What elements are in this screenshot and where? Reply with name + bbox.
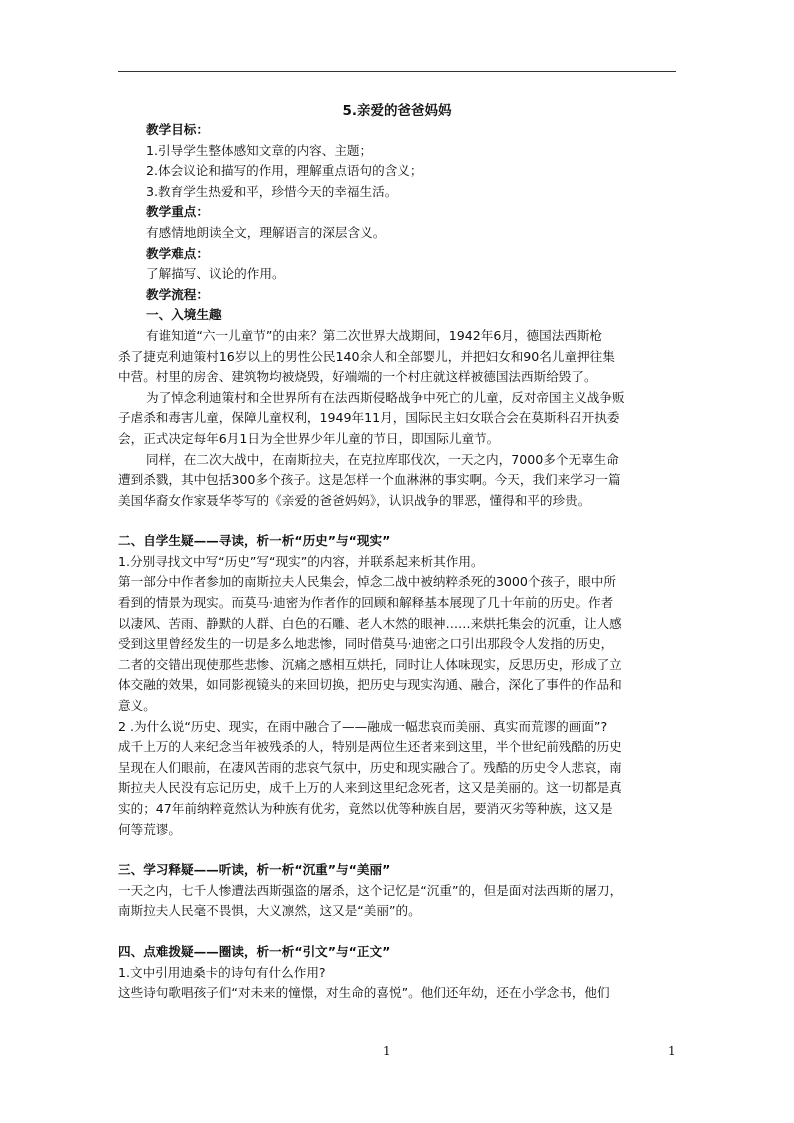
- section-heading: 一、入境生趣: [146, 307, 222, 323]
- section-heading: 教学重点：: [146, 204, 209, 220]
- blank-line: [118, 922, 676, 942]
- text-line: 同样，在二次大战中，在南斯拉夫，在克拉库耶伐次，一天之内，7000多个无辜生命: [146, 451, 619, 467]
- text-line: 看到的情景为现实。而莫马·迪密为作者作的回顾和解释基本展现了几十年前的历史。作者: [118, 595, 614, 611]
- text-line: 一天之内，七千人惨遭法西斯强盗的屠杀，这个记忆是“沉重”的，但是面对法西斯的屠刀，: [118, 882, 623, 898]
- text-line: 美国华裔女作家聂华苓写的《亲爱的爸爸妈妈》，认识战争的罪恶，懂得和平的珍贵。: [118, 492, 591, 508]
- text-line: 遭到杀戮，其中包括300多个孩子。这是怎样一个血淋淋的事实啊。今天，我们来学习一篇: [118, 472, 621, 488]
- text-line: 二者的交错出现使那些悲惨、沉痛之感相互烘托，同时让人体味现实，反思历史，形成了立: [118, 656, 622, 672]
- text-line: 中营。村里的房舍、建筑物均被烧毁，好端端的一个村庄就这样被德国法西斯给毁了。: [118, 369, 597, 385]
- text-line: 有谁知道“六一儿童节”的由来？第二次世界大战期间，1942年6月，德国法西斯枪: [146, 327, 603, 343]
- text-line: 有感情地朗读全文，理解语言的深层含义。: [146, 224, 386, 240]
- text-line: 2 .为什么说“历史、现实，在雨中融合了——融成一幅悲哀而美丽、真实而荒谬的画面”?: [118, 718, 608, 734]
- text-line: 会，正式决定每年6月1日为全世界少年儿童的节日，即国际儿童节。: [118, 430, 500, 446]
- page-number-center: 1: [383, 1044, 391, 1058]
- text-line: 受到这里曾经发生的一切是多么地悲惨，同时借莫马·迪密之口引出那段令人发指的历史，: [118, 636, 614, 652]
- text-line: 2.体会议论和描写的作用，理解重点语句的含义；: [146, 163, 423, 179]
- document-body: [118, 120, 676, 1004]
- section-heading: 教学流程：: [146, 286, 209, 302]
- text-line: 成千上万的人来纪念当年被残杀的人，特别是两位生还者来到这里，半个世纪前残酷的历史: [118, 739, 622, 755]
- blank-line: [118, 840, 676, 860]
- section-heading: 四、点难拨疑——圈读，析一析“引文”与“正文”: [118, 943, 391, 959]
- text-line: 了解描写、议论的作用。: [146, 266, 285, 282]
- text-line: 1.引导学生整体感知文章的内容、主题；: [146, 142, 373, 158]
- text-line: 斯拉夫人民没有忘记历史，成千上万的人来到这里纪念死者，这又是美丽的。这一切都是真: [118, 780, 622, 796]
- section-heading: 教学难点：: [146, 245, 209, 261]
- header-rule: [118, 71, 676, 72]
- text-line: 1.分别寻找文中写“历史”写“现实”的内容，并联系起来析其作用。: [118, 553, 484, 569]
- text-line: 3.教育学生热爱和平，珍惜今天的幸福生活。: [146, 183, 398, 199]
- text-line: 意义。: [118, 698, 156, 714]
- text-line: 杀了捷克利迪策村16岁以上的男性公民140余人和全部婴儿，并把妇女和90名儿童押往集: [118, 348, 615, 364]
- text-line: 呈现在人们眼前，在凄风苦雨的悲哀气氛中，历史和现实融合了。残酷的历史令人悲哀，南: [118, 759, 622, 775]
- blank-line: [118, 511, 676, 531]
- section-heading: 三、学习释疑——听读，析一析“沉重”与“美丽”: [118, 862, 391, 878]
- text-line: 这些诗句歌唱孩子们“对未来的憧憬，对生命的喜悦”。他们还年幼，还在小学念书，他们: [118, 985, 610, 1001]
- page-title: 5.亲爱的爸爸妈妈: [342, 103, 452, 119]
- text-line: 何等荒谬。: [118, 821, 181, 837]
- text-line: 体交融的效果，如同影视镜头的来回切换，把历史与现实沟通、融合，深化了事件的作品和: [118, 677, 622, 693]
- text-line: 为了悼念利迪策村和全世界所有在法西斯侵略战争中死亡的儿童，反对帝国主义战争贩: [146, 389, 625, 405]
- text-line: 第一部分中作者参加的南斯拉夫人民集会，悼念二战中被纳粹杀死的3000个孩子，眼中所: [118, 574, 617, 590]
- page-number-right: 1: [668, 1044, 676, 1058]
- section-heading: 二、自学生疑——寻读，析一析“历史”与“现实”: [118, 533, 391, 549]
- text-line: 子虐杀和毒害儿童，保障儿童权利，1949年11月，国际民主妇女联合会在莫斯科召开执委: [118, 410, 620, 426]
- text-line: 1.文中引用迪桑卡的诗句有什么作用?: [118, 964, 326, 980]
- text-line: 南斯拉夫人民毫不畏惧，大义凛然，这又是“美丽”的。: [118, 903, 421, 919]
- text-line: 以凄风、苦雨、静默的人群、白色的石雕、老人木然的眼神……来烘托集会的沉重，让人感: [118, 615, 622, 631]
- text-line: 实的；47年前纳粹竟然认为种族有优劣，竟然以优等种族自居，要消灭劣等种族，这又是: [118, 801, 613, 816]
- section-heading: 教学目标：: [146, 122, 209, 137]
